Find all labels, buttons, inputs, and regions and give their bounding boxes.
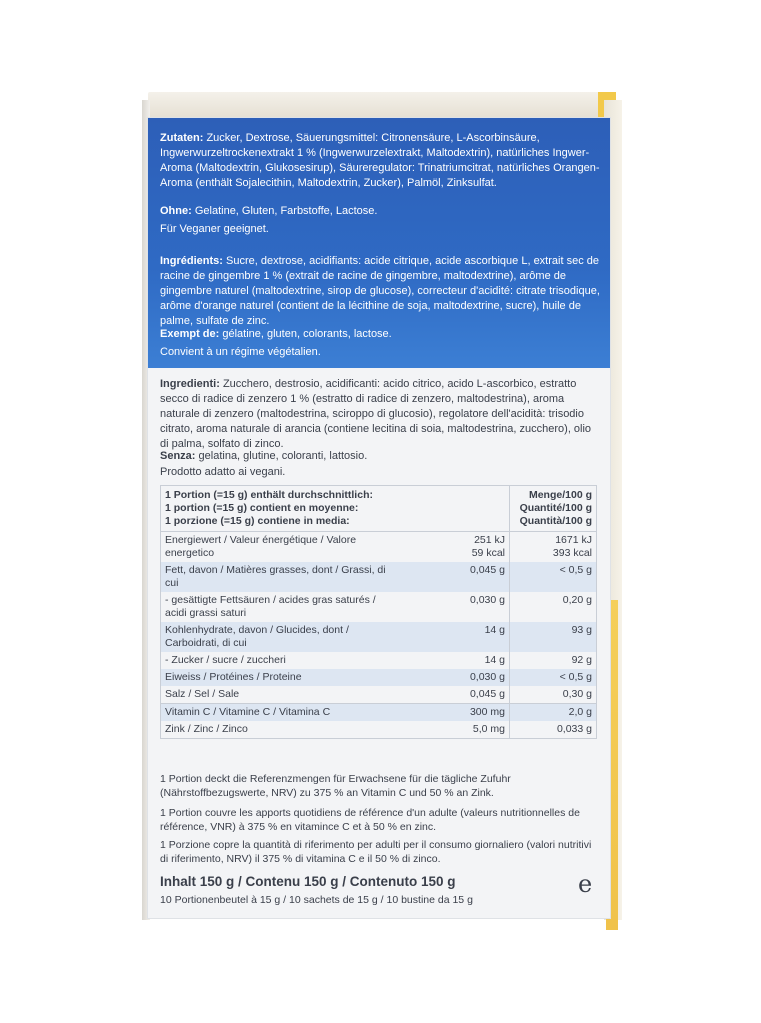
package-back-panel xyxy=(148,118,610,918)
nutrition-row xyxy=(161,652,597,669)
content-sachets: 10 Portionenbeutel à 15 g / 10 sachets de 15 g / 10 bustine da 15 g xyxy=(160,894,473,906)
fr-ingredients: Ingrédients: Sucre, dextrose, acidifiants: acide citrique, acide ascorbique L, extrait sec de racine de gingembre 1 % (extrait de racine de gingembre, maltodextrine), arôme de gingembre naturel (maltodextrine, sirop de glucose), correcteur d'acidité: citrate trisodique, arôme d'orange naturel (contient de la lécithine de soja, maltodextrine, sucre), huile de palme, sulfate de zinc. xyxy=(160,255,600,327)
per-portion-value: 5,0 mg xyxy=(399,721,510,739)
per-100g-value: 1671 kJ 393 kcal xyxy=(510,532,597,563)
nutrition-row xyxy=(161,532,597,563)
de-ingredients: Zutaten: Zucker, Dextrose, Säuerungsmittel: Citronensäure, L-Ascorbinsäure, Ingwerwurzeltrockenextrakt 1 % (Ingwerwurzelextrakt, Maltodextrin), natürliches Ingwer-Aroma (Maltodextrin, Glukosesirup), Säureregulator: Trinatriumcitrat, natürliches Orangen-Aroma (enthält Sojalecithin, Maltodextrin, Zucker), Palmöl, Zinksulfat. xyxy=(160,132,600,189)
nutrient-label: Fett, davon / Matières grasses, dont / Grassi, di cui xyxy=(161,562,400,592)
de-vegan: Für Veganer geeignet. xyxy=(160,223,269,235)
blue-ingredients-section xyxy=(148,118,610,368)
per-100g-value: 2,0 g xyxy=(510,704,597,722)
it-vegan: Prodotto adatto ai vegani. xyxy=(160,466,286,478)
per-portion-value: 0,045 g xyxy=(399,686,510,704)
per-portion-value: 14 g xyxy=(399,652,510,669)
nutrition-row xyxy=(161,669,597,686)
nutrition-row xyxy=(161,721,597,739)
nutrition-row xyxy=(161,622,597,652)
nutrition-header-right: Menge/100 g Quantité/100 g Quantità/100 g xyxy=(510,486,597,532)
nutrient-label: Energiewert / Valeur énergétique / Valore energetico xyxy=(161,532,400,563)
nutrition-table xyxy=(160,485,597,739)
nutrient-label: Zink / Zinc / Zinco xyxy=(165,723,248,735)
per-portion-value: 251 kJ 59 kcal xyxy=(399,532,510,563)
per-100g-value: 0,20 g xyxy=(562,594,592,606)
per-100g-value: < 0,5 g xyxy=(510,562,597,592)
nutrient-label: Eiweiss / Protéines / Proteine xyxy=(161,669,400,686)
fr-free-from: Exempt de: gélatine, gluten, colorants, lactose. xyxy=(160,328,392,340)
it-ingredients: Ingredienti: Zucchero, destrosio, acidificanti: acido citrico, acido L-ascorbico, estratto secco di radice di zenzero 1 % (estratto di radice di zenzero, maltodestrina), aroma naturale di zenzero (maltodestrina, sciroppo di glucosio), regolatore dell'acidità: trisodio citrato, aroma naturale di arancia (contiene lecitina di soia, maltodestrina, zucchero), olio di palma, solfato di zinco. xyxy=(160,378,592,450)
per-portion-value: 300 mg xyxy=(399,704,510,722)
per-100g-value: 93 g xyxy=(510,622,597,652)
nutrition-header-row xyxy=(161,486,597,532)
per-100g-value: 0,033 g xyxy=(556,723,592,735)
per-100g-value: 0,30 g xyxy=(562,688,592,700)
nutrient-label: - gesättigte Fettsäuren / acides gras saturés / acidi grassi saturi xyxy=(165,594,376,619)
nutrient-label: Kohlenhydrate, davon / Glucides, dont / Carboidrati, di cui xyxy=(161,622,400,652)
it-free-from: Senza: gelatina, glutine, coloranti, lattosio. xyxy=(160,450,368,462)
per-portion-value: 0,030 g xyxy=(399,669,510,686)
note-fr: 1 Portion couvre les apports quotidiens de référence d'un adulte (valeurs nutritionnelles de référence, VNR) à 375 % en vitamince C et à 50 % en zinc. xyxy=(160,807,580,833)
nutrition-row xyxy=(161,562,597,592)
nutrient-label: Salz / Sel / Sale xyxy=(165,688,240,700)
note-de: 1 Portion deckt die Referenzmengen für Erwachsene für die tägliche Zufuhr (Nährstoffbezugswerte, NRV) zu 375 % an Vitamin C und 50 % an Zink. xyxy=(160,773,511,799)
nutrition-row xyxy=(161,704,597,722)
content-weight: Inhalt 150 g / Contenu 150 g / Contenuto 150 g xyxy=(160,874,456,889)
estimated-sign-e-icon: e xyxy=(578,870,593,898)
de-free-from: Ohne: Gelatine, Gluten, Farbstoffe, Lactose. xyxy=(160,205,378,217)
per-portion-value: 0,045 g xyxy=(399,562,510,592)
per-100g-value: 92 g xyxy=(571,654,592,666)
nutrition-row xyxy=(161,686,597,704)
per-portion-value: 14 g xyxy=(399,622,510,652)
nutrient-label: - Zucker / sucre / zuccheri xyxy=(165,654,286,666)
note-it: 1 Porzione copre la quantità di riferimento per adulti per il consumo giornaliero (valori nutritivi di riferimento, NRV) il 375 % di vitamina C e il 50 % di zinco. xyxy=(160,839,592,865)
per-portion-value: 0,030 g xyxy=(399,592,510,622)
nutrition-row xyxy=(161,592,597,622)
per-100g-value: < 0,5 g xyxy=(510,669,597,686)
nutrition-header-left: 1 Portion (=15 g) enthält durchschnittlich: 1 portion (=15 g) contient en moyenne: 1 porzione (=15 g) contiene in media: xyxy=(165,489,373,527)
nutrient-label: Vitamin C / Vitamine C / Vitamina C xyxy=(161,704,400,722)
fr-vegan: Convient à un régime végétalien. xyxy=(160,346,321,358)
